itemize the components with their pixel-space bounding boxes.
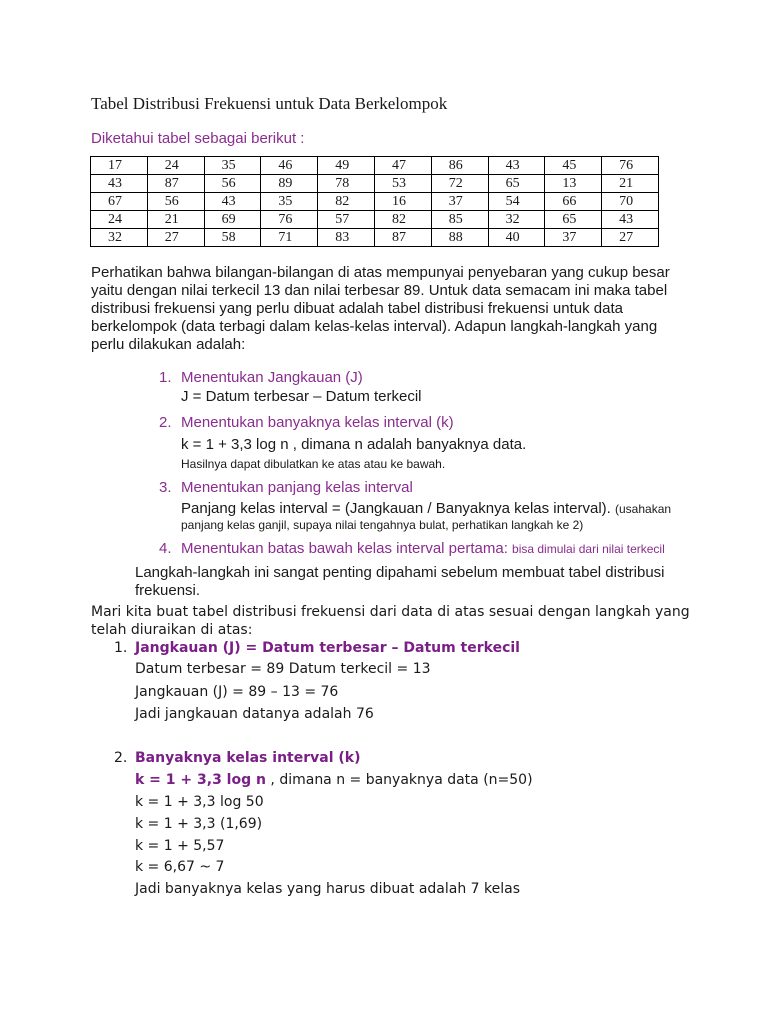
step-number: 4. (159, 540, 172, 557)
table-cell: 65 (488, 175, 545, 193)
calc-1-number: 1. (114, 640, 128, 656)
table-cell: 32 (488, 211, 545, 229)
table-cell: 40 (488, 229, 545, 247)
table-cell: 43 (488, 157, 545, 175)
table-cell: 67 (91, 193, 148, 211)
table-cell: 56 (147, 193, 204, 211)
table-cell: 58 (204, 229, 261, 247)
intro-text: Diketahui tabel sebagai berikut : (91, 130, 305, 147)
table-cell: 87 (147, 175, 204, 193)
table-cell: 13 (545, 175, 602, 193)
step-number: 1. (159, 369, 172, 386)
table-cell: 24 (91, 211, 148, 229)
step-3-note-inline: (usahakan (615, 502, 672, 516)
table-row (91, 175, 659, 193)
table-cell: 66 (545, 193, 602, 211)
table-cell: 37 (545, 229, 602, 247)
step-title: Menentukan Jangkauan (J) (181, 369, 363, 386)
table-cell: 70 (602, 193, 659, 211)
table-cell: 89 (261, 175, 318, 193)
table-cell: 56 (204, 175, 261, 193)
calc-2-line: k = 1 + 5,57 (135, 838, 225, 854)
step-4 (159, 540, 665, 558)
data-table (90, 156, 659, 247)
step-title: Menentukan banyaknya kelas interval (k) (181, 414, 454, 431)
step-3-line (181, 500, 671, 517)
calc-2-heading: Banyaknya kelas interval (k) (135, 750, 361, 766)
calc-2-line: k = 6,67 ~ 7 (135, 859, 225, 875)
table-cell: 85 (431, 211, 488, 229)
table-cell: 83 (318, 229, 375, 247)
step-1-line: J = Datum terbesar – Datum terkecil (181, 388, 422, 405)
table-row (91, 229, 659, 247)
explanation-paragraph: Perhatikan bahwa bilangan-bilangan di atas mempunyai penyebaran yang cukup besar yaitu dengan nilai terkecil 13 dan nilai terbesar 89. Untuk data semacam ini maka tabel distribusi frekuensi yang perlu dibuat adalah tabel distribusi frekuensi untuk data berkelompok (data terbagi dalam kelas-kelas interval). Adapun langkah-langkah yang perlu dilakukan adalah: (91, 264, 670, 353)
step-3-formula: Panjang kelas interval = (Jangkauan / Banyaknya kelas interval). (181, 500, 611, 517)
step-title: Menentukan panjang kelas interval (181, 479, 413, 496)
worked-example-intro: Mari kita buat tabel distribusi frekuensi dari data di atas sesuai dengan langkah yang telah diuraikan di atas: (91, 604, 690, 638)
table-cell: 24 (147, 157, 204, 175)
calc-2-formula (135, 772, 533, 788)
step-2 (159, 414, 454, 432)
closing-paragraph: Langkah-langkah ini sangat penting dipahami sebelum membuat tabel distribusi frekuensi. (135, 564, 665, 599)
table-cell: 82 (374, 211, 431, 229)
table-cell: 57 (318, 211, 375, 229)
document-title: Tabel Distribusi Frekuensi untuk Data Berkelompok (91, 94, 448, 113)
table-cell: 37 (431, 193, 488, 211)
table-cell: 46 (261, 157, 318, 175)
table-cell: 49 (318, 157, 375, 175)
table-cell: 76 (602, 157, 659, 175)
calc-2-line: Jadi banyaknya kelas yang harus dibuat adalah 7 kelas (135, 881, 520, 897)
step-2-note: Hasilnya dapat dibulatkan ke atas atau ke bawah. (181, 457, 446, 471)
calc-1-line: Jangkauan (J) = 89 – 13 = 76 (135, 684, 339, 700)
table-cell: 76 (261, 211, 318, 229)
calc-2-formula-bold: k = 1 + 3,3 log n (135, 772, 266, 788)
table-cell: 45 (545, 157, 602, 175)
table-row (91, 157, 659, 175)
table-cell: 17 (91, 157, 148, 175)
table-cell: 65 (545, 211, 602, 229)
step-number: 2. (159, 414, 172, 431)
table-cell: 35 (204, 157, 261, 175)
table-row (91, 211, 659, 229)
calc-2-number: 2. (114, 750, 128, 766)
calc-2-line: k = 1 + 3,3 (1,69) (135, 816, 263, 832)
step-number: 3. (159, 479, 172, 496)
table-cell: 53 (374, 175, 431, 193)
calc-1-line: Jadi jangkauan datanya adalah 76 (135, 706, 374, 722)
step-1 (159, 369, 363, 387)
table-cell: 32 (91, 229, 148, 247)
step-2-line: k = 1 + 3,3 log n , dimana n adalah banyaknya data. (181, 436, 527, 453)
table-cell: 16 (374, 193, 431, 211)
step-4-note: bisa dimulai dari nilai terkecil (512, 542, 665, 556)
table-cell: 78 (318, 175, 375, 193)
table-row (91, 193, 659, 211)
table-cell: 47 (374, 157, 431, 175)
table-cell: 43 (91, 175, 148, 193)
table-cell: 72 (431, 175, 488, 193)
table-cell: 43 (204, 193, 261, 211)
table-cell: 21 (147, 211, 204, 229)
calc-2-line: k = 1 + 3,3 log 50 (135, 794, 264, 810)
calc-2-formula-rest: , dimana n = banyaknya data (n=50) (265, 772, 533, 788)
calc-1-heading: Jangkauan (J) = Datum terbesar – Datum terkecil (135, 640, 520, 656)
table-cell: 87 (374, 229, 431, 247)
table-cell: 69 (204, 211, 261, 229)
table-cell: 43 (602, 211, 659, 229)
table-cell: 82 (318, 193, 375, 211)
step-title: Menentukan batas bawah kelas interval pertama: (181, 540, 508, 557)
step-3 (159, 479, 413, 497)
table-cell: 27 (147, 229, 204, 247)
table-cell: 88 (431, 229, 488, 247)
table-cell: 71 (261, 229, 318, 247)
table-cell: 27 (602, 229, 659, 247)
table-cell: 54 (488, 193, 545, 211)
step-3-note: panjang kelas ganjil, supaya nilai tengahnya bulat, perhatikan langkah ke 2) (181, 518, 584, 532)
calc-1-line: Datum terbesar = 89 Datum terkecil = 13 (135, 661, 431, 677)
table-cell: 35 (261, 193, 318, 211)
table-cell: 86 (431, 157, 488, 175)
table-cell: 21 (602, 175, 659, 193)
